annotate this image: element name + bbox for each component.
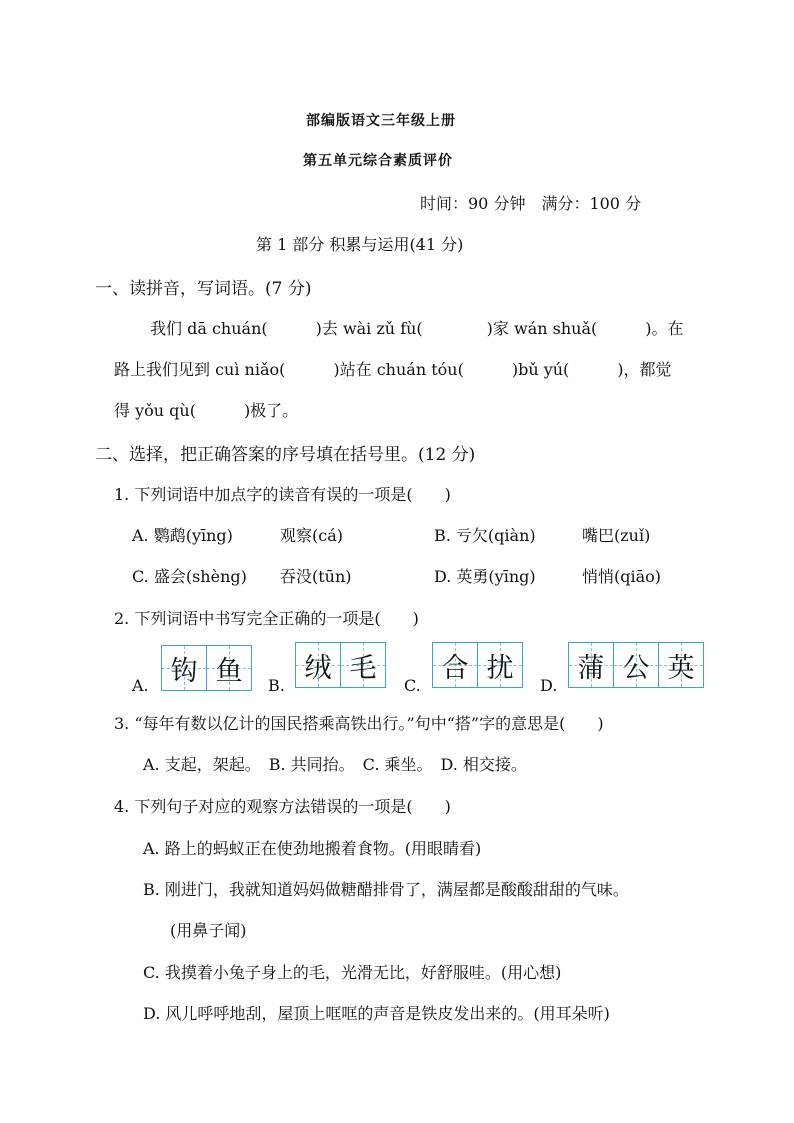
- s1-line-2: 路上我们见到 cuì niǎo( )站在 chuán tóu( )bǔ yú( )，都觉: [114, 360, 672, 379]
- q3-stem: 3. “每年有数以亿计的国民搭乘高铁出行。”句中“搭”字的意思是( ): [114, 714, 604, 733]
- q4-option-b-cont: (用鼻子闻): [170, 921, 247, 940]
- q4-option-a: A. 路上的蚂蚁正在使劲地搬着食物。(用眼睛看): [143, 839, 482, 858]
- grid-char: 扰: [477, 643, 522, 687]
- unit-title: 第五单元综合素质评价: [303, 153, 453, 169]
- q2-grid-b: [295, 642, 386, 688]
- q1-option-a1: A. 鹦鹉(yīng): [132, 526, 233, 545]
- grid-char: 鱼: [206, 646, 251, 690]
- doc-title: 部编版语文三年级上册: [306, 113, 456, 129]
- grid-char: 绒: [296, 643, 340, 687]
- section-2-heading: 二、选择，把正确答案的序号填在括号里。(12 分): [95, 445, 476, 465]
- part-title: 第 1 部分 积累与运用(41 分): [256, 235, 464, 254]
- q1-stem: 1. 下列词语中加点字的读音有误的一项是( ): [114, 485, 451, 504]
- q3-options: A. 支起，架起。 B. 共同抬。 C. 乘坐。 D. 相交接。: [143, 755, 527, 774]
- q1-option-c1: C. 盛会(shèng): [132, 567, 247, 586]
- q2-label-b: B.: [268, 676, 285, 695]
- q2-grid-a: [161, 645, 252, 691]
- grid-char: 公: [613, 643, 658, 687]
- s1-line-1: 我们 dā chuán( )去 wài zǔ fù( )家 wán shuǎ( )。在: [150, 319, 684, 338]
- q4-stem: 4. 下列句子对应的观察方法错误的一项是( ): [114, 797, 451, 816]
- q2-grid-d: [568, 642, 704, 688]
- q2-label-a: A.: [132, 676, 149, 695]
- q1-option-a2: 观察(cá): [280, 526, 343, 545]
- section-1-heading: 一、读拼音，写词语。(7 分): [95, 279, 312, 299]
- q2-label-c: C.: [404, 676, 421, 695]
- s1-line-3: 得 yǒu qù( )极了。: [114, 401, 299, 420]
- q1-option-c2: 吞没(tūn): [280, 567, 352, 586]
- grid-char: 蒲: [569, 643, 613, 687]
- q1-option-d1: D. 英勇(yīng): [434, 567, 536, 586]
- q1-option-b1: B. 亏欠(qiàn): [434, 526, 536, 545]
- grid-char: 英: [658, 643, 703, 687]
- q4-option-d: D. 风儿呼呼地刮，屋顶上哐哐的声音是铁皮发出来的。(用耳朵听): [143, 1004, 610, 1023]
- grid-char: 毛: [340, 643, 385, 687]
- time-score: 时间：90 分钟 满分：100 分: [420, 194, 642, 213]
- q2-grid-c: [432, 642, 523, 688]
- q1-option-b2: 嘴巴(zuǐ): [582, 526, 651, 545]
- grid-char: 合: [433, 643, 477, 687]
- q2-label-d: D.: [540, 676, 558, 695]
- q2-stem: 2. 下列词语中书写完全正确的一项是( ): [114, 609, 419, 628]
- grid-char: 钩: [162, 646, 206, 690]
- q1-option-d2: 悄悄(qiāo): [582, 567, 662, 586]
- q4-option-c: C. 我摸着小兔子身上的毛，光滑无比，好舒服哇。(用心想): [143, 963, 562, 982]
- q4-option-b: B. 刚进门，我就知道妈妈做糖醋排骨了，满屋都是酸酸甜甜的气味。: [143, 880, 629, 899]
